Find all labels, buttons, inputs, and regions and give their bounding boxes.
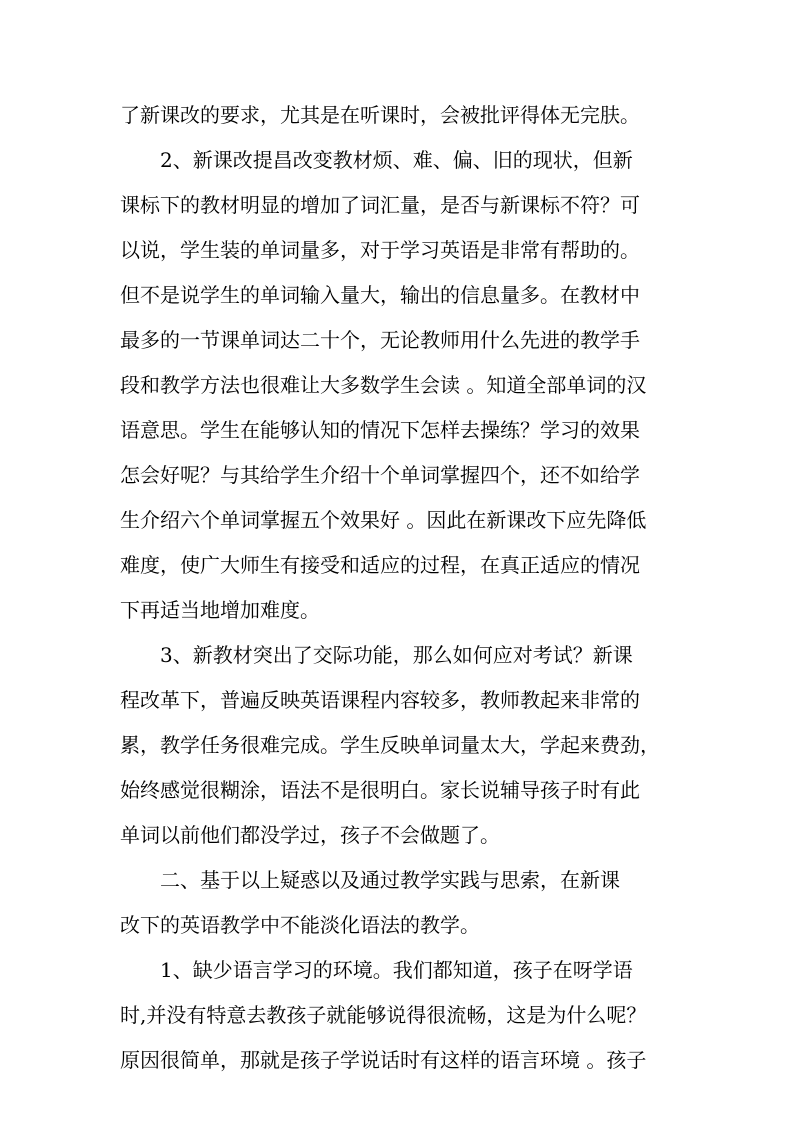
text-line: 2、新课改提昌改变教材烦、难、偏、旧的现状，但新 xyxy=(120,148,633,172)
text-line: 二、基于以上疑惑以及通过教学实践与思索，在新课 xyxy=(120,868,620,892)
text-line: 了新课改的要求，尤其是在听课时，会被批评得体无完肤。 xyxy=(120,103,640,127)
text-line: 最多的一节课单词达二十个，无论教师用什么先进的教学手 xyxy=(120,328,640,352)
text-line: 3、新教材突出了交际功能，那么如何应对考试？新课 xyxy=(120,643,633,667)
text-line: 以说，学生装的单词量多，对于学习英语是非常有帮助的。 xyxy=(120,238,640,262)
text-line: 段和教学方法也很难让大多数学生会读 。知道全部单词的汉 xyxy=(120,373,647,397)
text-line: 始终感觉很糊涂，语法不是很明白。家长说辅导孩子时有此 xyxy=(120,778,640,802)
text-line: 1、缺少语言学习的环境。我们都知道，孩子在呀学语 xyxy=(120,958,633,982)
text-line: 累，教学任务很难完成。学生反映单词量太大，学起来费劲， xyxy=(120,733,660,757)
text-line: 原因很简单，那就是孩子学说话时有这样的语言环境 。孩子 xyxy=(120,1048,647,1072)
text-line: 生介绍六个单词掌握五个效果好 。因此在新课改下应先降低 xyxy=(120,508,647,532)
text-line: 时,并没有特意去教孩子就能够说得很流畅，这是为什么呢？ xyxy=(120,1003,647,1027)
text-line: 难度，使广大师生有接受和适应的过程，在真正适应的情况 xyxy=(120,553,640,577)
text-line: 下再适当地增加难度。 xyxy=(120,598,320,622)
text-line: 程改革下，普遍反映英语课程内容较多，教师教起来非常的 xyxy=(120,688,640,712)
text-line: 怎会好呢？与其给学生介绍十个单词掌握四个，还不如给学 xyxy=(120,463,640,487)
text-line: 课标下的教材明显的增加了词汇量，是否与新课标不符？可 xyxy=(120,193,640,217)
text-line: 语意思。学生在能够认知的情况下怎样去操练？学习的效果 xyxy=(120,418,640,442)
text-line: 改下的英语教学中不能淡化语法的教学。 xyxy=(120,913,480,937)
text-line: 但不是说学生的单词输入量大，输出的信息量多。在教材中 xyxy=(120,283,640,307)
text-line: 单词以前他们都没学过，孩子不会做题了。 xyxy=(120,823,500,847)
